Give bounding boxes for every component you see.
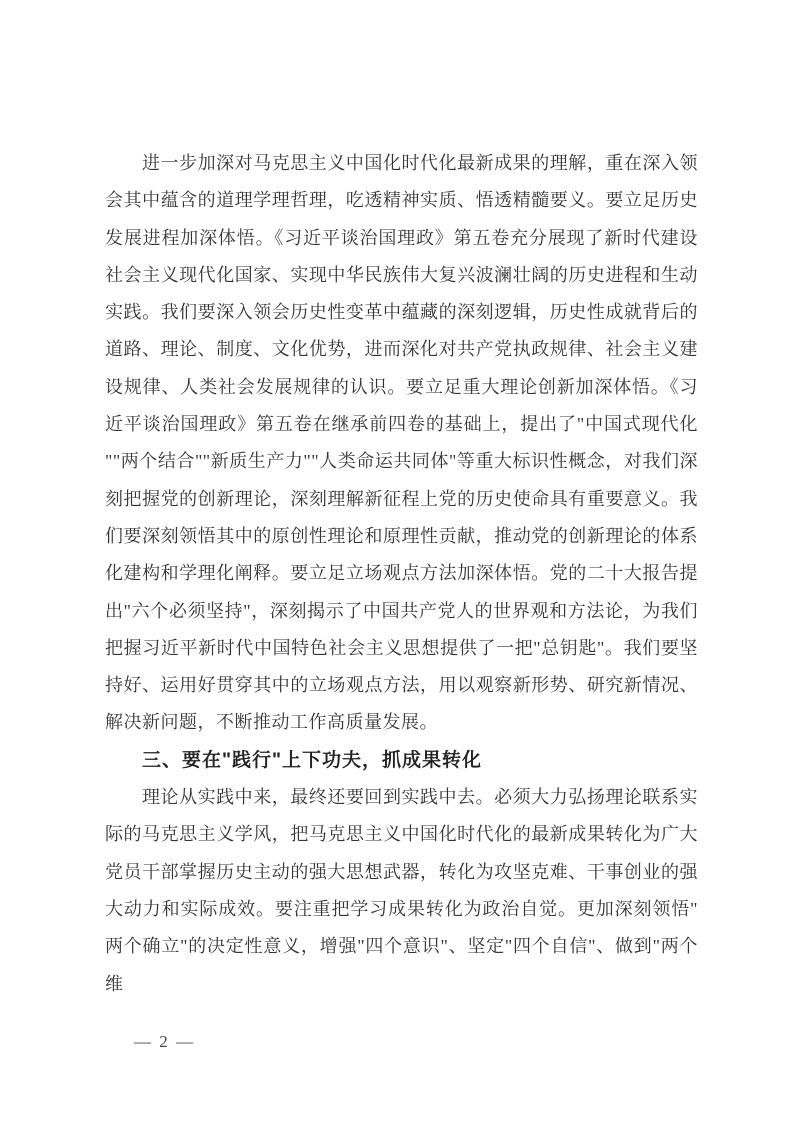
section-heading: 三、要在"践行"上下功夫，抓成果转化 bbox=[142, 749, 483, 771]
body-text-line: 设规律、人类社会发展规律的认识。要立足重大理论创新加深体悟。《习 bbox=[105, 376, 698, 397]
body-text-line: 出"六个必须坚持"，深刻揭示了中国共产党人的世界观和方法论，为我们 bbox=[105, 600, 698, 621]
body-text-line: 道路、理论、制度、文化优势，进而深化对共产党执政规律、社会主义建 bbox=[105, 339, 698, 360]
body-text-line: 化建构和学理化阐释。要立足立场观点方法加深体悟。党的二十大报告提 bbox=[105, 563, 698, 584]
body-text-line: 会其中蕴含的道理学理哲理，吃透精神实质、悟透精髓要义。要立足历史 bbox=[105, 190, 698, 211]
body-text-line: 进一步加深对马克思主义中国化时代化最新成果的理解，重在深入领 bbox=[142, 153, 698, 173]
body-text-line: 实践。我们要深入领会历史性变革中蕴藏的深刻逻辑，历史性成就背后的 bbox=[105, 302, 698, 323]
body-text-line: 们要深刻领悟其中的原创性理论和原理性贡献，推动党的创新理论的体系 bbox=[105, 525, 698, 546]
body-text-line: 党员干部掌握历史主动的强大思想武器，转化为攻坚克难、干事创业的强 bbox=[105, 861, 698, 882]
body-text-line: 发展进程加深体悟。《习近平谈治国理政》第五卷充分展现了新时代建设 bbox=[105, 227, 698, 248]
body-text-line: 把握习近平新时代中国特色社会主义思想提供了一把"总钥匙"。我们要坚 bbox=[105, 637, 698, 658]
body-text-line: 社会主义现代化国家、实现中华民族伟大复兴波澜壮阔的历史进程和生动 bbox=[105, 264, 698, 285]
body-text-line: 大动力和实际成效。要注重把学习成果转化为政治自觉。更加深刻领悟" bbox=[105, 898, 698, 919]
body-text-line: 际的马克思主义学风，把马克思主义中国化时代化的最新成果转化为广大 bbox=[105, 824, 698, 845]
body-text-line: 解决新问题，不断推动工作高质量发展。 bbox=[105, 712, 438, 733]
body-text-line: 近平谈治国理政》第五卷在继承前四卷的基础上，提出了"中国式现代化 bbox=[105, 414, 698, 435]
body-text-line: ""两个结合""新质生产力""人类命运共同体"等重大标识性概念，对我们深 bbox=[105, 451, 698, 472]
page-number: — 2 — bbox=[134, 1032, 195, 1051]
body-text-line: 两个确立"的决定性意义，增强"四个意识"、坚定"四个自信"、做到"两个维 bbox=[105, 936, 698, 994]
document-body bbox=[105, 145, 698, 994]
body-text-line: 理论从实践中来，最终还要回到实践中去。必须大力弘扬理论联系实 bbox=[142, 787, 698, 808]
body-text-line: 持好、运用好贯穿其中的立场观点方法，用以观察新形势、研究新情况、 bbox=[105, 675, 698, 696]
body-text-line: 刻把握党的创新理论，深刻理解新征程上党的历史使命具有重要意义。我 bbox=[105, 488, 698, 509]
